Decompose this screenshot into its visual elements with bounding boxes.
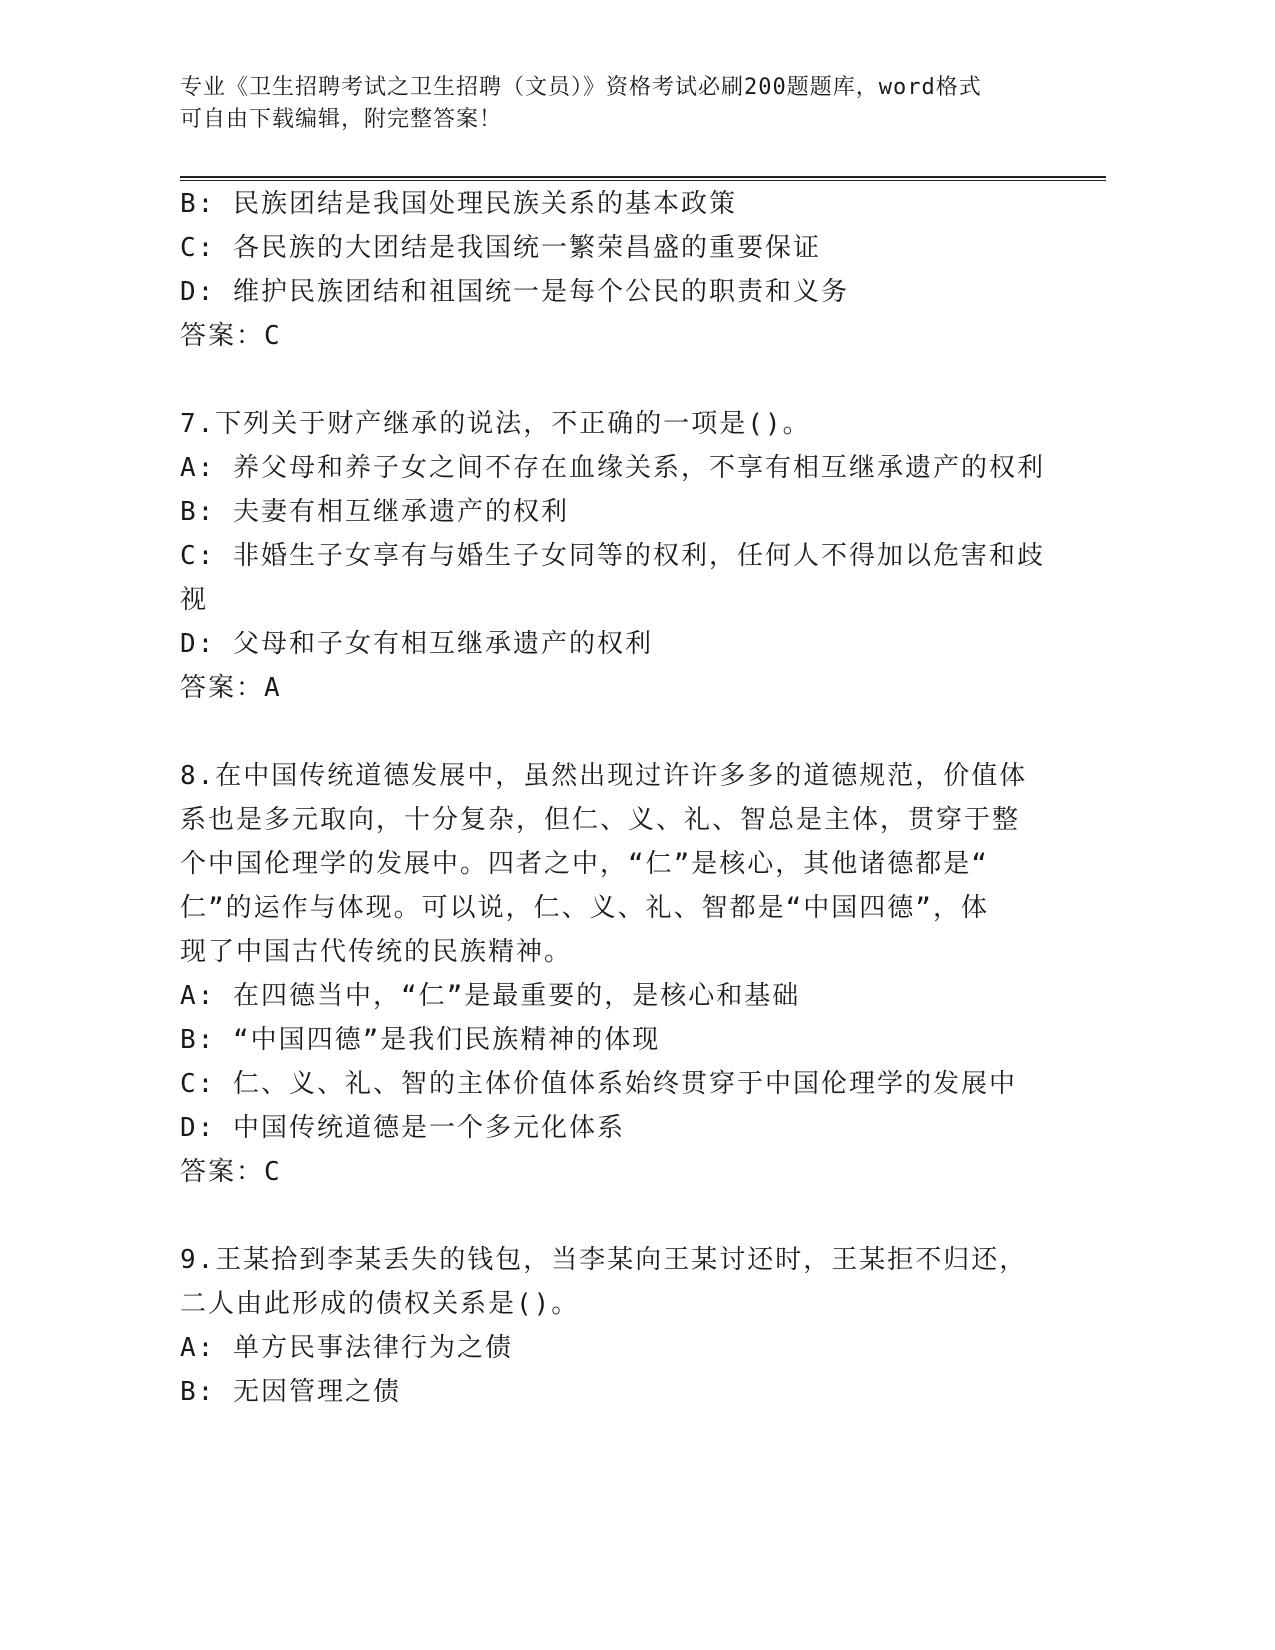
answer: 答案：A xyxy=(180,673,282,703)
option-c: C: 各民族的大团结是我国统一繁荣昌盛的重要保证 xyxy=(180,233,821,263)
question-8 xyxy=(180,754,1040,1194)
option-c-continued: 视 xyxy=(180,585,209,615)
option-c: C: 非婚生子女享有与婚生子女同等的权利，任何人不得加以危害和歧 xyxy=(180,541,1045,571)
option-d: D: 维护民族团结和祖国统一是每个公民的职责和义务 xyxy=(180,277,849,307)
option-b: B: “中国四德”是我们民族精神的体现 xyxy=(180,1025,661,1055)
page-header xyxy=(180,72,1100,136)
header-line-1: 专业《卫生招聘考试之卫生招聘（文员）》资格考试必刷200题题库，word格式 xyxy=(180,75,982,100)
question-stem: 7.下列关于财产继承的说法，不正确的一项是()。 xyxy=(180,409,811,439)
question-stem: 9.王某拾到李某丢失的钱包，当李某向王某讨还时，王某拒不归还， xyxy=(180,1245,1028,1275)
question-stem: 个中国伦理学的发展中。四者之中，“仁”是核心，其他诸德都是“ xyxy=(180,849,989,879)
answer: 答案：C xyxy=(180,1157,282,1187)
option-b: B: 无因管理之债 xyxy=(180,1377,401,1407)
spacer xyxy=(180,358,1040,402)
question-7 xyxy=(180,402,1045,710)
question-9 xyxy=(180,1238,1040,1414)
header-line-2: 可自由下载编辑，附完整答案！ xyxy=(180,107,503,132)
option-b: B: 夫妻有相互继承遗产的权利 xyxy=(180,497,569,527)
question-6 xyxy=(180,182,1040,358)
option-c: C: 仁、义、礼、智的主体价值体系始终贯穿于中国伦理学的发展中 xyxy=(180,1069,1017,1099)
option-a: A: 单方民事法律行为之债 xyxy=(180,1333,513,1363)
question-content xyxy=(180,182,1045,1414)
spacer xyxy=(180,1194,1040,1238)
option-b: B: 民族团结是我国处理民族关系的基本政策 xyxy=(180,189,737,219)
question-stem: 二人由此形成的债权关系是()。 xyxy=(180,1289,580,1319)
question-stem: 仁”的运作与体现。可以说，仁、义、礼、智都是“中国四德”，体 xyxy=(180,893,989,923)
spacer xyxy=(180,710,1040,754)
option-a: A: 在四德当中，“仁”是最重要的，是核心和基础 xyxy=(180,981,801,1011)
header-divider xyxy=(180,176,1106,181)
option-a: A: 养父母和养子女之间不存在血缘关系，不享有相互继承遗产的权利 xyxy=(180,453,1045,483)
question-stem: 现了中国古代传统的民族精神。 xyxy=(180,937,573,967)
question-stem: 系也是多元取向，十分复杂，但仁、义、礼、智总是主体，贯穿于整 xyxy=(180,805,1021,835)
answer: 答案：C xyxy=(180,321,282,351)
option-d: D: 中国传统道德是一个多元化体系 xyxy=(180,1113,625,1143)
option-d: D: 父母和子女有相互继承遗产的权利 xyxy=(180,629,653,659)
question-stem: 8.在中国传统道德发展中，虽然出现过许许多多的道德规范，价值体 xyxy=(180,761,1028,791)
